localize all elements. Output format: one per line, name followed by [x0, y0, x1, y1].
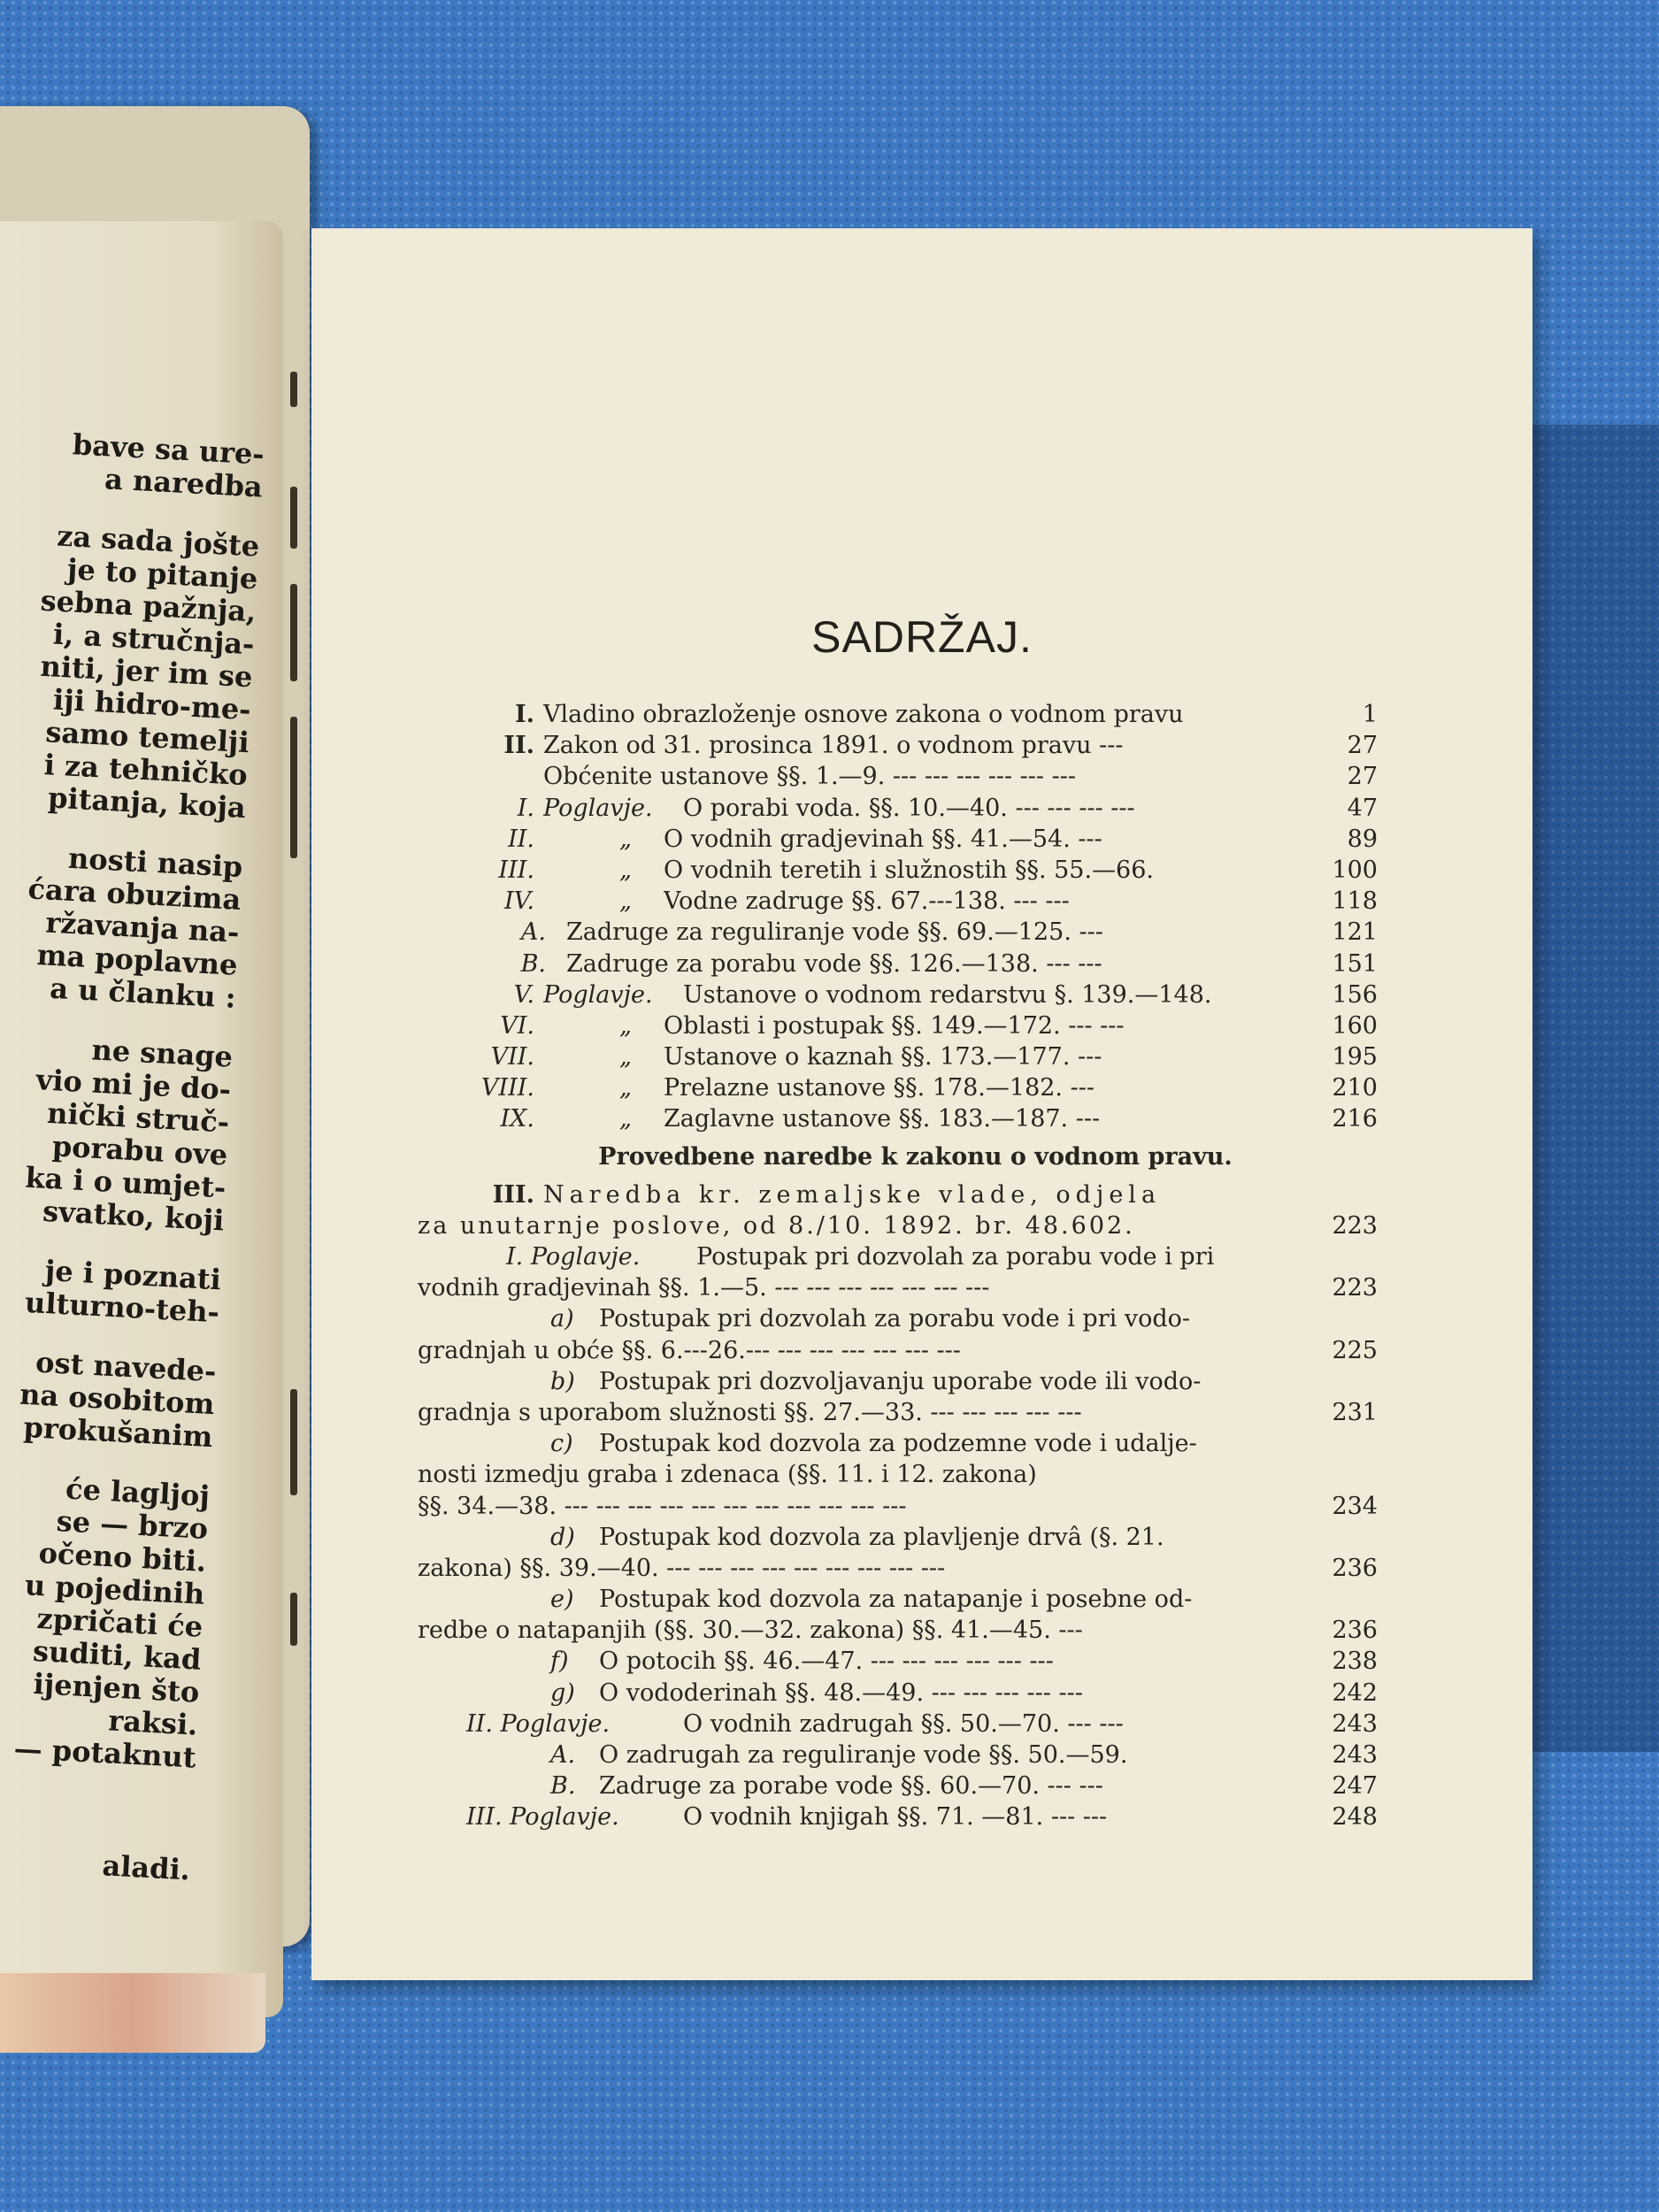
entry-page-number: 243 [1332, 1709, 1378, 1738]
entry-lead: I. Poglavje. [506, 1243, 641, 1271]
toc-number: VIII. [480, 1074, 534, 1102]
toc-page-number: 118 [1332, 887, 1378, 916]
left-page-line: ijenjen što [32, 1666, 201, 1709]
toc-label: Poglavje. [543, 980, 653, 1009]
entry-text: Zadruge za porabe vode §§. 60.—70. --- --- [599, 1772, 1103, 1801]
table-of-contents [418, 699, 1378, 1833]
ditto-mark: „ [619, 856, 632, 884]
entry-text: nosti izmedju graba i zdenaca (§§. 11. i 12. zakona) [418, 1461, 1037, 1489]
entry-text: gradnjah u obće §§. 6.---26.--- --- --- --- --- --- --- [418, 1336, 961, 1364]
toc-sub-letter: A. [520, 918, 546, 947]
entry-page-number: 238 [1332, 1647, 1378, 1676]
entry-lead: d) [550, 1523, 575, 1551]
toc-page-number: 156 [1332, 980, 1378, 1009]
entry-page-number: 247 [1332, 1772, 1378, 1801]
toc-entry [418, 1010, 1378, 1041]
toc-page-number: 47 [1347, 794, 1378, 822]
entry-page-number: 248 [1332, 1803, 1378, 1832]
entry-line [418, 1366, 1378, 1397]
left-page-line: iji hidro-me- [52, 682, 252, 727]
entry-text: vodnih gradjevinah §§. 1.—5. --- --- --- --- --- --- --- [418, 1274, 990, 1302]
entry-line [418, 1335, 1378, 1366]
entry-lead: A. [550, 1741, 576, 1769]
entry-text: Postupak kod dozvola za plavljenje drvâ (§. 21. [599, 1523, 1164, 1551]
ditto-mark: „ [619, 1074, 632, 1102]
entry-text: Postupak kod dozvola za podzemne vode i udalje- [599, 1430, 1197, 1458]
entry-line [418, 1459, 1378, 1490]
left-page-text [0, 425, 265, 1886]
left-page-line: zpričati će [35, 1601, 204, 1644]
naredba-num: III. [492, 1180, 534, 1209]
left-page-line: niti, jer im se [39, 649, 254, 695]
spine-marks [290, 106, 301, 1947]
entry-line [418, 1553, 1378, 1584]
toc-entry [418, 730, 1378, 761]
left-page-line: će lagljoj [65, 1471, 211, 1514]
toc-text: O vodnih gradjevinah §§. 41.—54. --- [664, 825, 1102, 853]
left-page-line: ka i o umjet- [24, 1160, 227, 1205]
naredba-page: 223 [1332, 1211, 1378, 1240]
left-page-line: se — brzo [55, 1504, 210, 1546]
left-page-line: — potaknut [12, 1731, 197, 1775]
entry-text: Postupak pri dozvoljavanju uporabe vode ili vodo- [599, 1367, 1202, 1395]
left-page-line: aladi. [101, 1848, 191, 1887]
entry-text: O zadrugah za reguliranje vode §§. 50.—59. [599, 1741, 1128, 1769]
left-page-line: pitanja, koja [47, 780, 247, 826]
toc-text: Oblasti i postupak §§. 149.—172. --- --- [664, 1011, 1125, 1040]
toc-entry [418, 949, 1378, 979]
right-page [311, 228, 1532, 1980]
entry-text: Postupak pri dozvolah za porabu vode i pri [696, 1243, 1215, 1271]
ditto-mark: „ [619, 825, 632, 853]
toc-entry [418, 1103, 1378, 1134]
left-page-line: sebna pažnja, [39, 583, 257, 629]
left-page-line: nosti nasip [67, 841, 244, 885]
left-page-line: za sada jošte [56, 518, 261, 564]
entry-page-number: 242 [1332, 1678, 1378, 1707]
left-page-line: i, a stručnja- [52, 617, 256, 662]
section-heading: Provedbene naredbe k zakonu o vodnom pravu. [598, 1142, 1233, 1171]
entry-text: Postupak kod dozvola za natapanje i posebne od- [599, 1586, 1193, 1614]
toc-entry [418, 855, 1378, 886]
entry-page-number: 236 [1332, 1617, 1378, 1645]
left-page-line: i za tehničko [42, 748, 249, 793]
toc-entry [418, 793, 1378, 824]
toc-entry [418, 761, 1378, 792]
left-page-line: je to pitanje [65, 552, 259, 596]
left-page-line: ulturno-teh- [24, 1285, 220, 1330]
toc-page-number: 151 [1332, 949, 1378, 978]
toc-text: O porabi voda. §§. 10.—40. --- --- --- --- [683, 794, 1135, 822]
toc-text: Zakon od 31. prosinca 1891. o vodnom pravu --- [543, 732, 1124, 760]
toc-page-number: 1 [1362, 701, 1378, 728]
left-page-line: očeno biti. [37, 1536, 208, 1578]
toc-entry [418, 979, 1378, 1010]
left-page-line: bave sa ure- [72, 427, 265, 472]
entry-text: O vododerinah §§. 48.—49. --- --- --- --- --- [599, 1678, 1083, 1707]
toc-number: II. [503, 732, 534, 760]
naredba-text1: Naredba kr. zemaljske vlade, odjela [543, 1180, 1162, 1209]
entry-lead: a) [550, 1305, 574, 1333]
toc-text: Ustanove o vodnom redarstvu §. 139.—148. [683, 980, 1212, 1009]
toc-page-number: 100 [1332, 856, 1378, 884]
left-page-line: porabu ove [51, 1129, 229, 1172]
entry-line [418, 1584, 1378, 1615]
entry-page-number: 236 [1332, 1554, 1378, 1582]
entry-line [418, 1709, 1378, 1740]
left-page [0, 221, 283, 2017]
ditto-mark: „ [619, 887, 632, 916]
entry-line [418, 1646, 1378, 1677]
left-page-line: je i poznati [43, 1253, 222, 1297]
entry-line [418, 1303, 1378, 1334]
toc-number: I. [517, 794, 534, 822]
entry-text: gradnja s uporabom služnosti §§. 27.—33. --- --- --- --- --- [418, 1398, 1082, 1426]
toc-number: I. [514, 701, 534, 728]
entry-page-number: 225 [1332, 1336, 1378, 1364]
entry-text: O vodnih knjigah §§. 71. —81. --- --- [683, 1803, 1108, 1832]
naredba-line2 [418, 1210, 1378, 1241]
left-book [0, 106, 310, 1947]
entry-page-number: 223 [1332, 1274, 1378, 1302]
toc-number: II. [508, 825, 534, 853]
toc-number: IV. [503, 887, 534, 916]
left-page-line: samo temelji [44, 715, 250, 760]
entry-lead: II. Poglavje. [466, 1709, 611, 1738]
entry-text: zakona) §§. 39.—40. --- --- --- --- --- --- --- --- --- [418, 1554, 946, 1582]
page-edge [0, 1973, 265, 2053]
left-page-line: ćara obuzima [27, 872, 242, 917]
left-page-line: a u članku : [49, 971, 237, 1015]
left-page-line: raksi. [107, 1703, 199, 1742]
left-page-line: suditi, kad [32, 1633, 203, 1677]
toc-text: Ustanove o kaznah §§. 173.—177. --- [664, 1043, 1102, 1071]
toc-text: O vodnih teretih i služnostih §§. 55.—66. [664, 856, 1155, 884]
toc-text: Obćenite ustanove §§. 1.—9. --- --- --- --- --- --- [543, 763, 1077, 791]
entry-line [418, 1678, 1378, 1709]
entry-line [418, 1272, 1378, 1303]
entry-page-number: 231 [1332, 1398, 1378, 1426]
entry-page-number: 243 [1332, 1741, 1378, 1769]
entry-line [418, 1615, 1378, 1646]
entry-lead: g) [550, 1678, 575, 1707]
toc-text: Zadruge za porabu vode §§. 126.—138. --- --- [566, 949, 1102, 978]
page-title: SADRŽAJ. [811, 612, 1033, 662]
toc-page-number: 160 [1332, 1011, 1378, 1040]
toc-page-number: 121 [1332, 918, 1378, 947]
entry-text: Postupak pri dozvolah za porabu vode i pri vodo- [599, 1305, 1190, 1333]
left-page-line: vio mi je do- [35, 1063, 233, 1107]
toc-number: IX. [500, 1105, 534, 1133]
toc-page-number: 27 [1347, 763, 1378, 791]
toc-sub-letter: B. [520, 949, 546, 978]
left-page-line: u pojedinih [24, 1568, 206, 1611]
entry-line [418, 1522, 1378, 1553]
toc-page-number: 89 [1347, 825, 1378, 853]
toc-text: Vladino obrazloženje osnove zakona o vodnom pravu [543, 701, 1184, 728]
entry-lead: c) [550, 1430, 573, 1458]
entry-line [418, 1428, 1378, 1459]
ditto-mark: „ [619, 1011, 632, 1040]
toc-entry [418, 699, 1378, 730]
toc-page-number: 195 [1332, 1043, 1378, 1071]
ditto-mark: „ [619, 1043, 632, 1071]
left-page-line: svatko, koji [42, 1194, 226, 1238]
entry-text: O potocih §§. 46.—47. --- --- --- --- --- --- [599, 1647, 1054, 1676]
toc-text: Zadruge za reguliranje vode §§. 69.—125. --- [566, 918, 1103, 947]
toc-number: III. [498, 856, 534, 884]
toc-number: V. [513, 980, 534, 1009]
entry-lead: B. [550, 1772, 576, 1801]
left-page-line: nički struč- [46, 1095, 231, 1140]
toc-number: VII. [490, 1043, 534, 1071]
toc-entry [418, 1041, 1378, 1072]
toc-page-number: 216 [1332, 1105, 1378, 1133]
entry-line [418, 1491, 1378, 1522]
ditto-mark: „ [619, 1105, 632, 1133]
toc-entry [418, 824, 1378, 855]
left-page-line: ržavanja na- [44, 905, 241, 949]
entry-line [418, 1397, 1378, 1428]
toc-page-number: 27 [1347, 732, 1378, 760]
entry-line [418, 1740, 1378, 1770]
entry-lead: III. Poglavje. [466, 1803, 619, 1832]
entry-line [418, 1241, 1378, 1272]
left-page-line: a naredba [104, 462, 264, 504]
toc-entry [418, 917, 1378, 948]
entry-text: redbe o natapanjih (§§. 30.—32. zakona) §§. 41.—45. --- [418, 1617, 1083, 1645]
toc-label: Poglavje. [543, 794, 653, 822]
entry-lead: f) [550, 1647, 569, 1676]
left-page-line: na osobitom [19, 1377, 216, 1422]
toc-entry [418, 886, 1378, 917]
entry-text: O vodnih zadrugah §§. 50.—70. --- --- [683, 1709, 1124, 1738]
left-page-line: ma poplavne [35, 938, 239, 982]
naredba-text2: za unutarnje poslove, od 8./10. 1892. br. 48.602. [418, 1211, 1135, 1240]
toc-page-number: 210 [1332, 1074, 1378, 1102]
toc-text: Zaglavne ustanove §§. 183.—187. --- [664, 1105, 1101, 1133]
entry-line [418, 1770, 1378, 1801]
entry-lead: e) [550, 1586, 574, 1614]
left-page-line: prokušanim [22, 1409, 214, 1455]
naredba-line1 [418, 1179, 1378, 1210]
entry-text: §§. 34.—38. --- --- --- --- --- --- --- --- --- --- --- [418, 1492, 907, 1520]
toc-entry [418, 1072, 1378, 1103]
left-page-line: ost navede- [35, 1345, 218, 1389]
entry-line [418, 1801, 1378, 1832]
left-page-line: ne snage [90, 1033, 234, 1074]
toc-text: Vodne zadruge §§. 67.---138. --- --- [664, 887, 1070, 916]
toc-number: VI. [500, 1011, 534, 1040]
entry-lead: b) [550, 1367, 575, 1395]
entry-page-number: 234 [1332, 1492, 1378, 1520]
toc-text: Prelazne ustanove §§. 178.—182. --- [664, 1074, 1094, 1102]
